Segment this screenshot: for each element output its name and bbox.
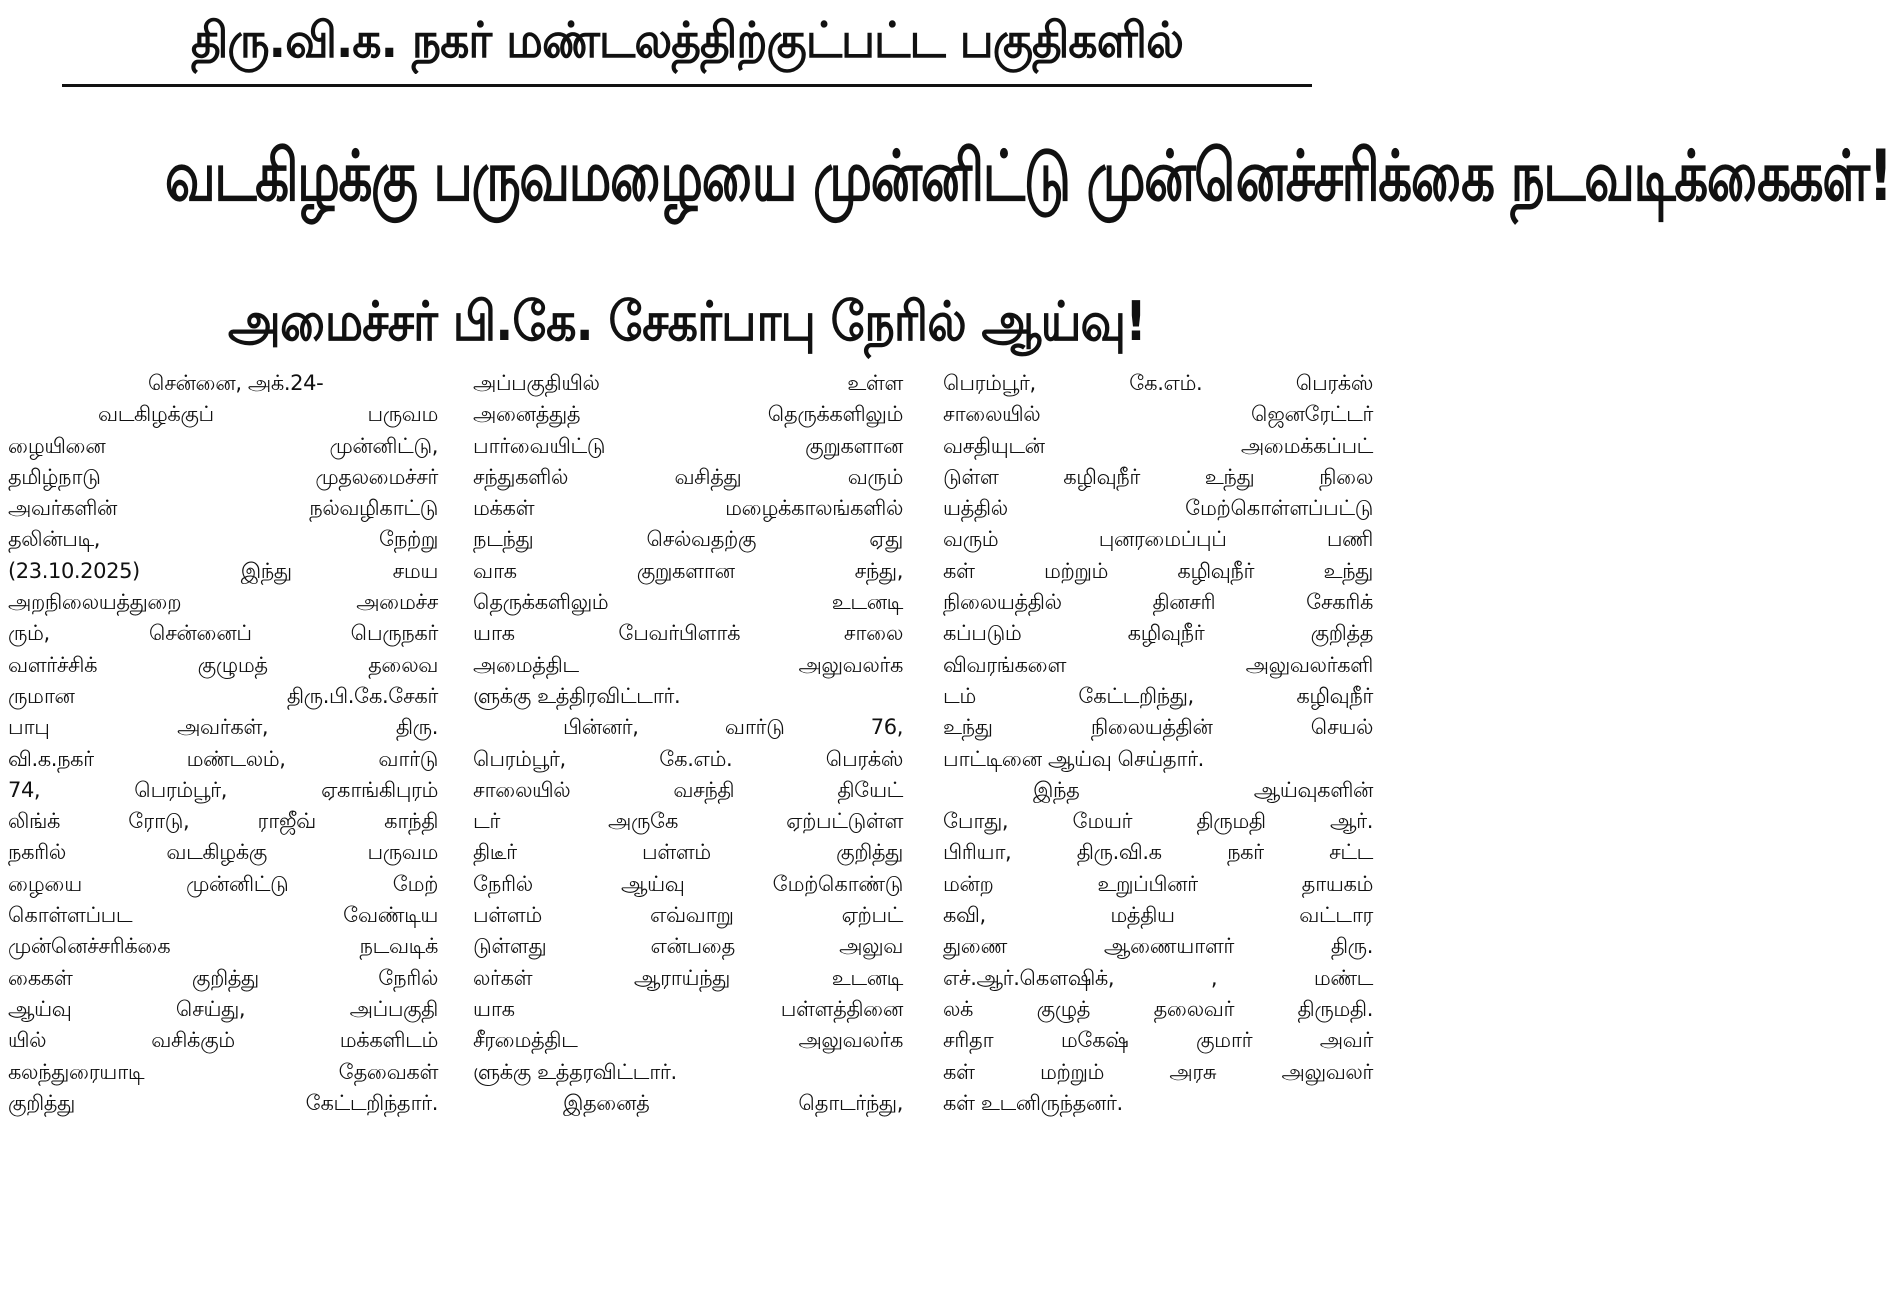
column-line: அறநிலையத்துறை அமைச்ச — [8, 590, 438, 615]
kicker-underline — [62, 84, 1312, 87]
column-line: பாபு அவர்கள், திரு. — [8, 715, 438, 740]
article-column-2 — [473, 368, 903, 1119]
column-line: உந்து நிலையத்தின் செயல் — [943, 715, 1373, 740]
column-line: ழையை முன்னிட்டு மேற் — [8, 871, 438, 896]
column-line: வளர்ச்சிக் குழுமத் தலைவ — [8, 652, 438, 677]
column-line: அனைத்துத் தெருக்களிலும் — [473, 402, 903, 427]
column-line: இந்த ஆய்வுகளின் — [1033, 777, 1373, 802]
column-line: நேரில் ஆய்வு மேற்கொண்டு — [473, 871, 903, 896]
column-line: சந்துகளில் வசித்து வரும் — [473, 464, 903, 489]
column-line: ருமான திரு.பி.கே.சேகர் — [8, 683, 438, 708]
column-line: வசதியுடன் அமைக்கப்பட் — [943, 433, 1373, 458]
column-line: டுள்ள கழிவுநீர் உந்து நிலை — [943, 464, 1373, 489]
column-line: திடீர் பள்ளம் குறித்து — [473, 840, 903, 865]
column-line: எச்.ஆர்.கௌஷிக், , மண்ட — [943, 965, 1373, 990]
column-line: நகரில் வடகிழக்கு பருவம — [8, 840, 438, 865]
column-line: கலந்துரையாடி தேவைகள் — [8, 1059, 438, 1084]
column-line: கொள்ளப்பட வேண்டிய — [8, 903, 438, 928]
column-line: பிரியா, திரு.வி.க நகர் சட்ட — [943, 840, 1373, 865]
column-line: தமிழ்நாடு முதலமைச்சர் — [8, 464, 438, 489]
column-line: பின்னர், வார்டு 76, — [563, 715, 903, 740]
column-line: கப்படும் கழிவுநீர் குறித்த — [943, 621, 1373, 646]
column-line: லக் குழுத் தலைவர் திருமதி. — [943, 996, 1373, 1021]
column-line: வாக குறுகளான சந்து, — [473, 558, 903, 583]
column-line: ளுக்கு உத்தரவிட்டார். — [473, 1059, 677, 1084]
column-line: பார்வையிட்டு குறுகளான — [473, 433, 903, 458]
column-line: ளுக்கு உத்திரவிட்டார். — [473, 683, 681, 708]
column-line: வடகிழக்குப் பருவம — [98, 402, 438, 427]
column-line: தலின்படி, நேற்று — [8, 527, 438, 552]
column-line: கள் உடனிருந்தனர். — [943, 1090, 1123, 1115]
column-line: பெரம்பூர், கே.எம். பெரக்ஸ் — [943, 371, 1373, 395]
article-column-3 — [943, 368, 1373, 1119]
kicker-headline: திரு.வி.க. நகர் மண்டலத்திற்குட்பட்ட பகுதிகளில் — [190, 12, 1184, 69]
column-line: விவரங்களை அலுவலர்களி — [943, 652, 1373, 677]
article-column-1 — [8, 368, 438, 1119]
column-line: வரும் புனரமைப்புப் பணி — [943, 527, 1373, 552]
column-line: ழையினை முன்னிட்டு, — [8, 433, 438, 458]
column-line: டர் அருகே ஏற்பட்டுள்ள — [473, 809, 903, 834]
column-line: சாலையில் ஜெனரேட்டர் — [943, 402, 1373, 427]
column-line: வி.க.நகர் மண்டலம், வார்டு — [8, 746, 438, 771]
column-line: கைகள் குறித்து நேரில் — [8, 965, 438, 990]
column-line: அவர்களின் நல்வழிகாட்டு — [8, 496, 438, 521]
column-line: யாக பள்ளத்தினை — [473, 996, 903, 1021]
column-line: சரிதா மகேஷ் குமார் அவர் — [943, 1028, 1373, 1053]
column-line: டம் கேட்டறிந்து, கழிவுநீர் — [943, 683, 1373, 708]
column-line: பெரம்பூர், கே.எம். பெரக்ஸ் — [473, 746, 903, 771]
column-line: யாக பேவர்பிளாக் சாலை — [473, 621, 903, 646]
column-line: ரும், சென்னைப் பெருநகர் — [8, 621, 438, 646]
column-line: மக்கள் மழைக்காலங்களில் — [473, 496, 903, 521]
sub-headline: அமைச்சர் பி.கே. சேகர்பாபு நேரில் ஆய்வு! — [228, 290, 1146, 353]
column-line: முன்னெச்சரிக்கை நடவடிக் — [8, 934, 438, 959]
column-line: 74, பெரம்பூர், ஏகாங்கிபுரம் — [8, 777, 438, 802]
column-line: யில் வசிக்கும் மக்களிடம் — [8, 1028, 438, 1053]
column-line: தெருக்களிலும் உடனடி — [473, 590, 903, 615]
main-headline: வடகிழக்கு பருவமழையை முன்னிட்டு முன்னெச்சரிக்கை நடவடிக்கைகள்! — [164, 135, 1891, 217]
column-line: அப்பகுதியில் உள்ள — [473, 371, 903, 395]
column-line: (23.10.2025) இந்து சமய — [8, 558, 438, 583]
column-line: கள் மற்றும் அரசு அலுவலர் — [943, 1059, 1373, 1084]
column-line: கள் மற்றும் கழிவுநீர் உந்து — [943, 558, 1373, 583]
column-line: லர்கள் ஆராய்ந்து உடனடி — [473, 965, 903, 990]
column-line: மன்ற உறுப்பினர் தாயகம் — [943, 871, 1373, 896]
column-line: பாட்டினை ஆய்வு செய்தார். — [943, 746, 1204, 771]
column-line: துணை ஆணையாளர் திரு. — [943, 934, 1373, 959]
column-line: சீரமைத்திட அலுவலர்க — [473, 1028, 903, 1053]
column-line: அமைத்திட அலுவலர்க — [473, 652, 903, 677]
dateline: சென்னை, அக்.24- — [148, 371, 324, 395]
column-line: இதனைத் தொடர்ந்து, — [563, 1090, 903, 1115]
column-line: நடந்து செல்வதற்கு ஏது — [473, 527, 903, 552]
column-line: டுள்ளது என்பதை அலுவ — [473, 934, 903, 959]
column-line: நிலையத்தில் தினசரி சேகரிக் — [943, 590, 1373, 615]
column-line: பள்ளம் எவ்வாறு ஏற்பட் — [473, 903, 903, 928]
column-line: போது, மேயர் திருமதி ஆர். — [943, 809, 1373, 834]
column-line: குறித்து கேட்டறிந்தார். — [8, 1090, 438, 1115]
column-line: கவி, மத்திய வட்டார — [943, 903, 1373, 928]
column-line: யத்தில் மேற்கொள்ளப்பட்டு — [943, 496, 1373, 521]
column-line: ஆய்வு செய்து, அப்பகுதி — [8, 996, 438, 1021]
column-line: லிங்க் ரோடு, ராஜீவ் காந்தி — [8, 809, 438, 834]
column-line: சாலையில் வசந்தி தியேட் — [473, 777, 903, 802]
